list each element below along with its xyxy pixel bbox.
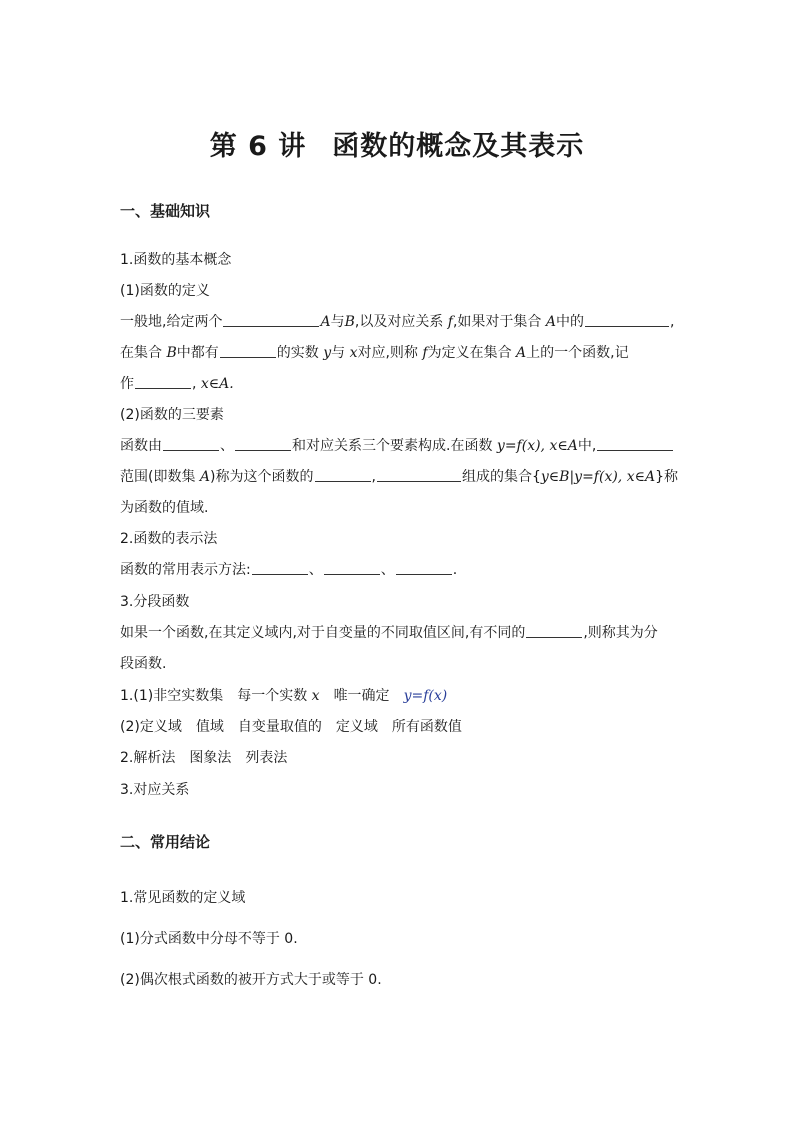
paragraph-line: 一般地,给定两个 A与B,以及对应关系 f,如果对于集合 A中的 , [120,314,675,330]
fill-blank[interactable] [135,374,191,389]
paragraph-line: 段函数. [120,656,167,672]
lecture-number: 第 6 讲 [209,131,307,162]
fill-blank[interactable] [220,343,276,358]
answer-line: 2.解析法 图象法 列表法 [120,750,288,766]
subheading-representation: 2.函数的表示法 [120,531,218,547]
fill-blank[interactable] [324,560,380,575]
answer-line: 1.(1)非空实数集 每一个实数 x 唯一确定 y=f(x) [120,688,448,704]
paragraph-line: 范围(即数集 A)称为这个函数的 , 组成的集合{y∈B|y=f(x), x∈A}称 [120,469,678,485]
paragraph-line: 函数由 、 和对应关系三个要素构成.在函数 y=f(x), x∈A中, [120,436,674,456]
conclusion-line: (1)分式函数中分母不等于 0. [120,931,298,947]
answer-line: 3.对应关系 [120,782,190,798]
fill-blank[interactable] [315,467,371,482]
fill-blank[interactable] [396,560,452,575]
fill-blank[interactable] [223,312,319,327]
paragraph-line: 在集合 B中都有 的实数 y与 x对应,则称 f为定义在集合 A上的一个函数,记 [120,345,629,361]
paragraph-line: 为函数的值域. [120,500,209,516]
fill-blank[interactable] [585,312,669,327]
subheading-definition: (1)函数的定义 [120,283,210,299]
fill-blank[interactable] [526,623,582,638]
paragraph-line: 如果一个函数,在其定义域内,对于自变量的不同取值区间,有不同的 ,则称其为分 [120,625,658,641]
section1-heading: 一、基础知识 [120,202,211,220]
paragraph-line: 函数的常用表示方法: 、 、 . [120,562,458,578]
fill-blank[interactable] [235,436,291,451]
subheading-basic-concept: 1.函数的基本概念 [120,252,232,268]
fill-blank[interactable] [377,467,461,482]
conclusion-line: (2)偶次根式函数的被开方式大于或等于 0. [120,972,382,988]
conclusion-line: 1.常见函数的定义域 [120,890,246,906]
subheading-three-elements: (2)函数的三要素 [120,407,224,423]
fill-blank[interactable] [163,436,219,451]
section2-heading: 二、常用结论 [120,833,211,851]
fill-blank[interactable] [252,560,308,575]
answer-line: (2)定义域 值域 自变量取值的 定义域 所有函数值 [120,719,462,735]
subheading-piecewise: 3.分段函数 [120,594,190,610]
lecture-topic: 函数的概念及其表示 [332,131,585,162]
page-title [0,124,794,163]
paragraph-line: 作 , x∈A. [120,376,234,392]
fill-blank[interactable] [597,436,673,451]
